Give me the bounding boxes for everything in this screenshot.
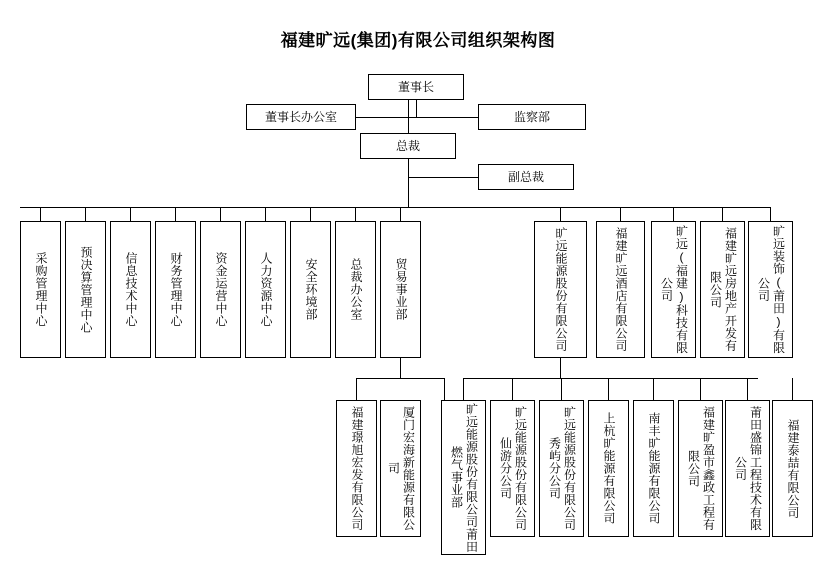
node-trade-honghai: 厦门宏海新能源有限公司	[380, 400, 421, 537]
node-trade-jingxu: 福建璟旭宏发有限公司	[336, 400, 377, 537]
node-president: 总裁	[360, 133, 456, 159]
node-sub-kuangyuan-energy: 旷远能源股份有限公司	[534, 221, 587, 358]
node-chairman-office: 董事长办公室	[246, 104, 356, 130]
node-energy-nanfeng: 南丰旷能源有限公司	[633, 400, 674, 537]
node-dept-safety: 安全环境部	[290, 221, 331, 358]
node-sub-decoration: 旷远装饰(莆田)有限公司	[748, 221, 793, 358]
node-energy-shengjin: 莆田盛锦工程技术有限公司	[725, 400, 770, 537]
node-dept-trade: 贸易事业部	[380, 221, 421, 358]
node-energy-yingxin: 福建旷盈市鑫政工程有限公司	[678, 400, 723, 537]
page-title: 福建旷远(集团)有限公司组织架构图	[280, 31, 556, 50]
node-dept-finance: 财务管理中心	[155, 221, 196, 358]
node-dept-procurement: 采购管理中心	[20, 221, 61, 358]
node-energy-xiuyu: 旷远能源股份有限公司秀屿分公司	[539, 400, 584, 537]
node-energy-xianyou: 旷远能源股份有限公司仙游分公司	[490, 400, 535, 537]
node-sub-real-estate: 福建旷远房地产开发有限公司	[700, 221, 745, 358]
node-dept-hr: 人力资源中心	[245, 221, 286, 358]
node-dept-capital: 资金运营中心	[200, 221, 241, 358]
node-vice-president: 副总裁	[478, 164, 574, 190]
node-dept-budget: 预决算管理中心	[65, 221, 106, 358]
node-energy-shanghang: 上杭旷能源有限公司	[588, 400, 629, 537]
node-energy-putian-gas: 旷远能源股份有限公司莆田燃气事业部	[441, 400, 486, 555]
node-sub-technology: 旷远(福建)科技有限公司	[651, 221, 696, 358]
node-chairman: 董事长	[368, 74, 464, 100]
node-sub-hotel: 福建旷远酒店有限公司	[596, 221, 645, 358]
node-energy-taizhe: 福建泰喆有限公司	[772, 400, 813, 537]
node-supervision-dept: 监察部	[478, 104, 586, 130]
node-dept-it: 信息技术中心	[110, 221, 151, 358]
node-dept-president-office: 总裁办公室	[335, 221, 376, 358]
